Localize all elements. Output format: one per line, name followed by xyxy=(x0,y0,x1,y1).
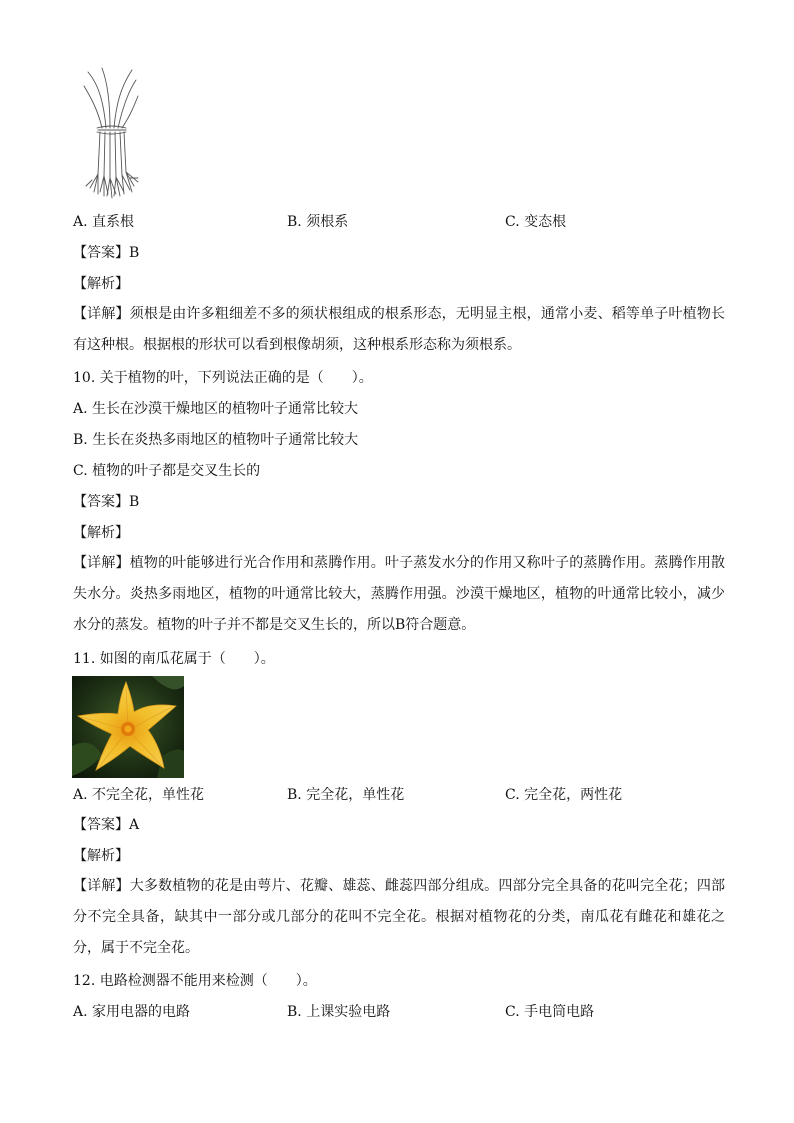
q11-option-a[interactable]: A. 不完全花，单性花 xyxy=(73,787,205,803)
q11-question: 11. 如图的南瓜花属于（ ）。 xyxy=(73,651,275,667)
fibrous-root-illustration xyxy=(80,66,142,200)
q10-option-a[interactable]: A. 生长在沙漠干燥地区的植物叶子通常比较大 xyxy=(73,401,359,417)
q12-question: 12. 电路检测器不能用来检测（ ）。 xyxy=(73,973,317,989)
q12-option-b[interactable]: B. 上课实验电路 xyxy=(287,1004,391,1020)
q10-detail: 【详解】植物的叶能够进行光合作用和蒸腾作用。叶子蒸发水分的作用又称叶子的蒸腾作用。蒸腾作用散失水分。炎热多雨地区，植物的叶通常比较大，蒸腾作用强。沙漠干燥地区，植物的叶通常比较小，减少水分的蒸发。植物的叶子并不都是交叉生长的，所以B符合题意。 xyxy=(73,555,725,633)
q11-answer: 【答案】A xyxy=(73,817,140,833)
q11-analysis-heading: 【解析】 xyxy=(73,848,129,864)
q10-option-c[interactable]: C. 植物的叶子都是交叉生长的 xyxy=(73,463,261,479)
q9-analysis-heading: 【解析】 xyxy=(73,276,129,292)
q9-detail: 【详解】须根是由许多粗细差不多的须状根组成的根系形态，无明显主根，通常小麦、稻等单子叶植物长有这种根。根据根的形状可以看到根像胡须，这种根系形态称为须根系。 xyxy=(73,306,725,353)
q11-option-c[interactable]: C. 完全花，两性花 xyxy=(505,787,623,803)
q12-option-a[interactable]: A. 家用电器的电路 xyxy=(73,1004,191,1020)
q10-answer: 【答案】B xyxy=(73,494,140,510)
q10-analysis-heading: 【解析】 xyxy=(73,525,129,541)
q11-option-b[interactable]: B. 完全花，单性花 xyxy=(287,787,405,803)
q11-detail: 【详解】大多数植物的花是由萼片、花瓣、雄蕊、雌蕊四部分组成。四部分完全具备的花叫完全花；四部分不完全具备，缺其中一部分或几部分的花叫不完全花。根据对植物花的分类，南瓜花有雌花和雄花之分，属于不完全花。 xyxy=(73,878,725,956)
q9-option-c[interactable]: C. 变态根 xyxy=(505,214,567,230)
q10-question: 10. 关于植物的叶，下列说法正确的是（ ）。 xyxy=(73,370,373,386)
q9-options xyxy=(73,212,723,232)
q9-option-a[interactable]: A. 直系根 xyxy=(73,214,135,230)
q12-options xyxy=(73,1002,723,1022)
q9-answer: 【答案】B xyxy=(73,245,140,261)
pumpkin-flower-photo xyxy=(72,676,184,778)
q9-option-b[interactable]: B. 须根系 xyxy=(287,214,349,230)
q12-option-c[interactable]: C. 手电筒电路 xyxy=(505,1004,595,1020)
q10-option-b[interactable]: B. 生长在炎热多雨地区的植物叶子通常比较大 xyxy=(73,432,359,448)
q11-options xyxy=(73,785,723,805)
